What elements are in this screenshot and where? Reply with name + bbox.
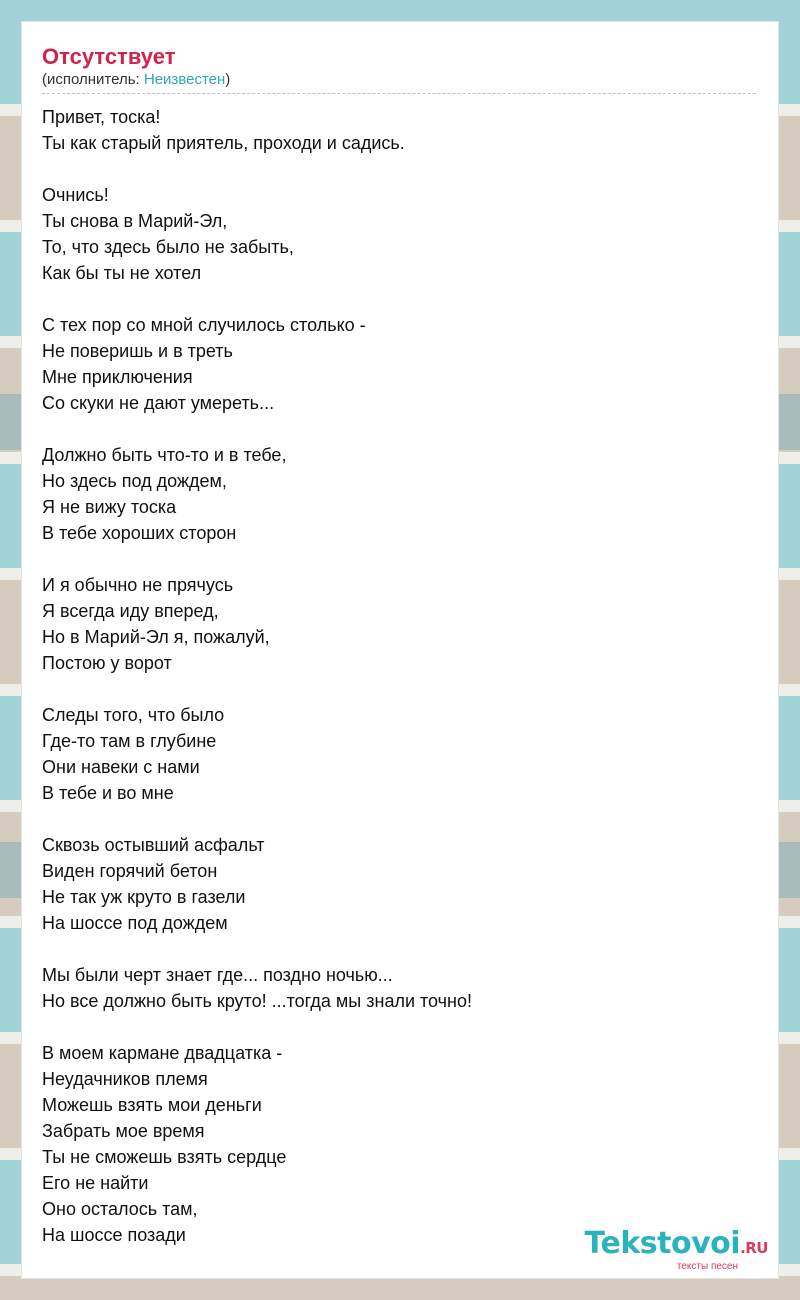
stanza-gap [42,546,756,572]
watermark-subtitle: тексты песен [676,1261,738,1272]
lyric-line: С тех пор со мной случилось столько - [42,315,366,335]
lyric-line: Постою у ворот [42,653,172,673]
watermark-logo [585,1228,768,1264]
lyric-line: Должно быть что-то и в тебе, [42,445,287,465]
lyric-line: Мы были черт знает где... поздно ночью... [42,965,393,985]
lyric-line: Привет, тоска! [42,107,161,127]
lyric-line: Очнись! [42,185,109,205]
lyric-line: Где-то там в глубине [42,731,217,751]
stanza-gap [42,676,756,702]
lyric-line: В тебе хороших сторон [42,523,237,543]
watermark-tld: .RU [740,1239,768,1257]
lyric-line: Не так уж круто в газели [42,887,246,907]
lyric-line: Ты снова в Марий-Эл, [42,211,228,231]
lyric-line: Но здесь под дождем, [42,471,227,491]
lyrics-text [42,104,756,1248]
lyric-line: На шоссе под дождем [42,913,228,933]
artist-prefix: (исполнитель: [42,71,144,88]
lyric-line: Забрать мое время [42,1121,205,1141]
artist-suffix: ) [225,71,231,88]
lyrics-page [22,22,778,1278]
lyric-line: На шоссе позади [42,1225,186,1245]
lyric-line: То, что здесь было не забыть, [42,237,294,257]
song-title: Отсутствует [42,44,176,69]
lyric-line: Я всегда иду вперед, [42,601,219,621]
lyric-line: Виден горячий бетон [42,861,218,881]
lyric-line: Но в Марий-Эл я, пожалуй, [42,627,270,647]
stanza-gap [42,936,756,962]
lyric-line: Но все должно быть круто! ...тогда мы знали точно! [42,991,472,1011]
lyric-line: И я обычно не прячусь [42,575,234,595]
lyric-line: В тебе и во мне [42,783,174,803]
artist-line [42,70,756,90]
lyric-line: Ты не сможешь взять сердце [42,1147,287,1167]
artist-link[interactable]: Неизвестен [143,71,226,88]
lyric-line: Можешь взять мои деньги [42,1095,262,1115]
lyric-line: Со скуки не дают умереть... [42,393,275,413]
lyric-line: Его не найти [42,1173,149,1193]
lyric-line: Я не вижу тоска [42,497,177,517]
site-watermark [585,1228,768,1272]
watermark-brand: Tekstovoi [584,1226,741,1261]
lyric-line: Оно осталось там, [42,1199,198,1219]
lyric-line: Неудачников племя [42,1069,208,1089]
lyric-line: Они навеки с нами [42,757,200,777]
song-header [42,44,756,94]
lyric-line: Ты как старый приятель, проходи и садись. [42,133,405,153]
lyric-line: Следы того, что было [42,705,225,725]
stanza-gap [42,156,756,182]
stanza-gap [42,416,756,442]
lyric-line: Не поверишь и в треть [42,341,233,361]
lyric-line: В моем кармане двадцатка - [42,1043,283,1063]
stanza-gap [42,806,756,832]
lyric-line: Как бы ты не хотел [42,263,202,283]
lyric-line: Сквозь остывший асфальт [42,835,265,855]
stanza-gap [42,286,756,312]
stanza-gap [42,1014,756,1040]
lyric-line: Мне приключения [42,367,193,387]
